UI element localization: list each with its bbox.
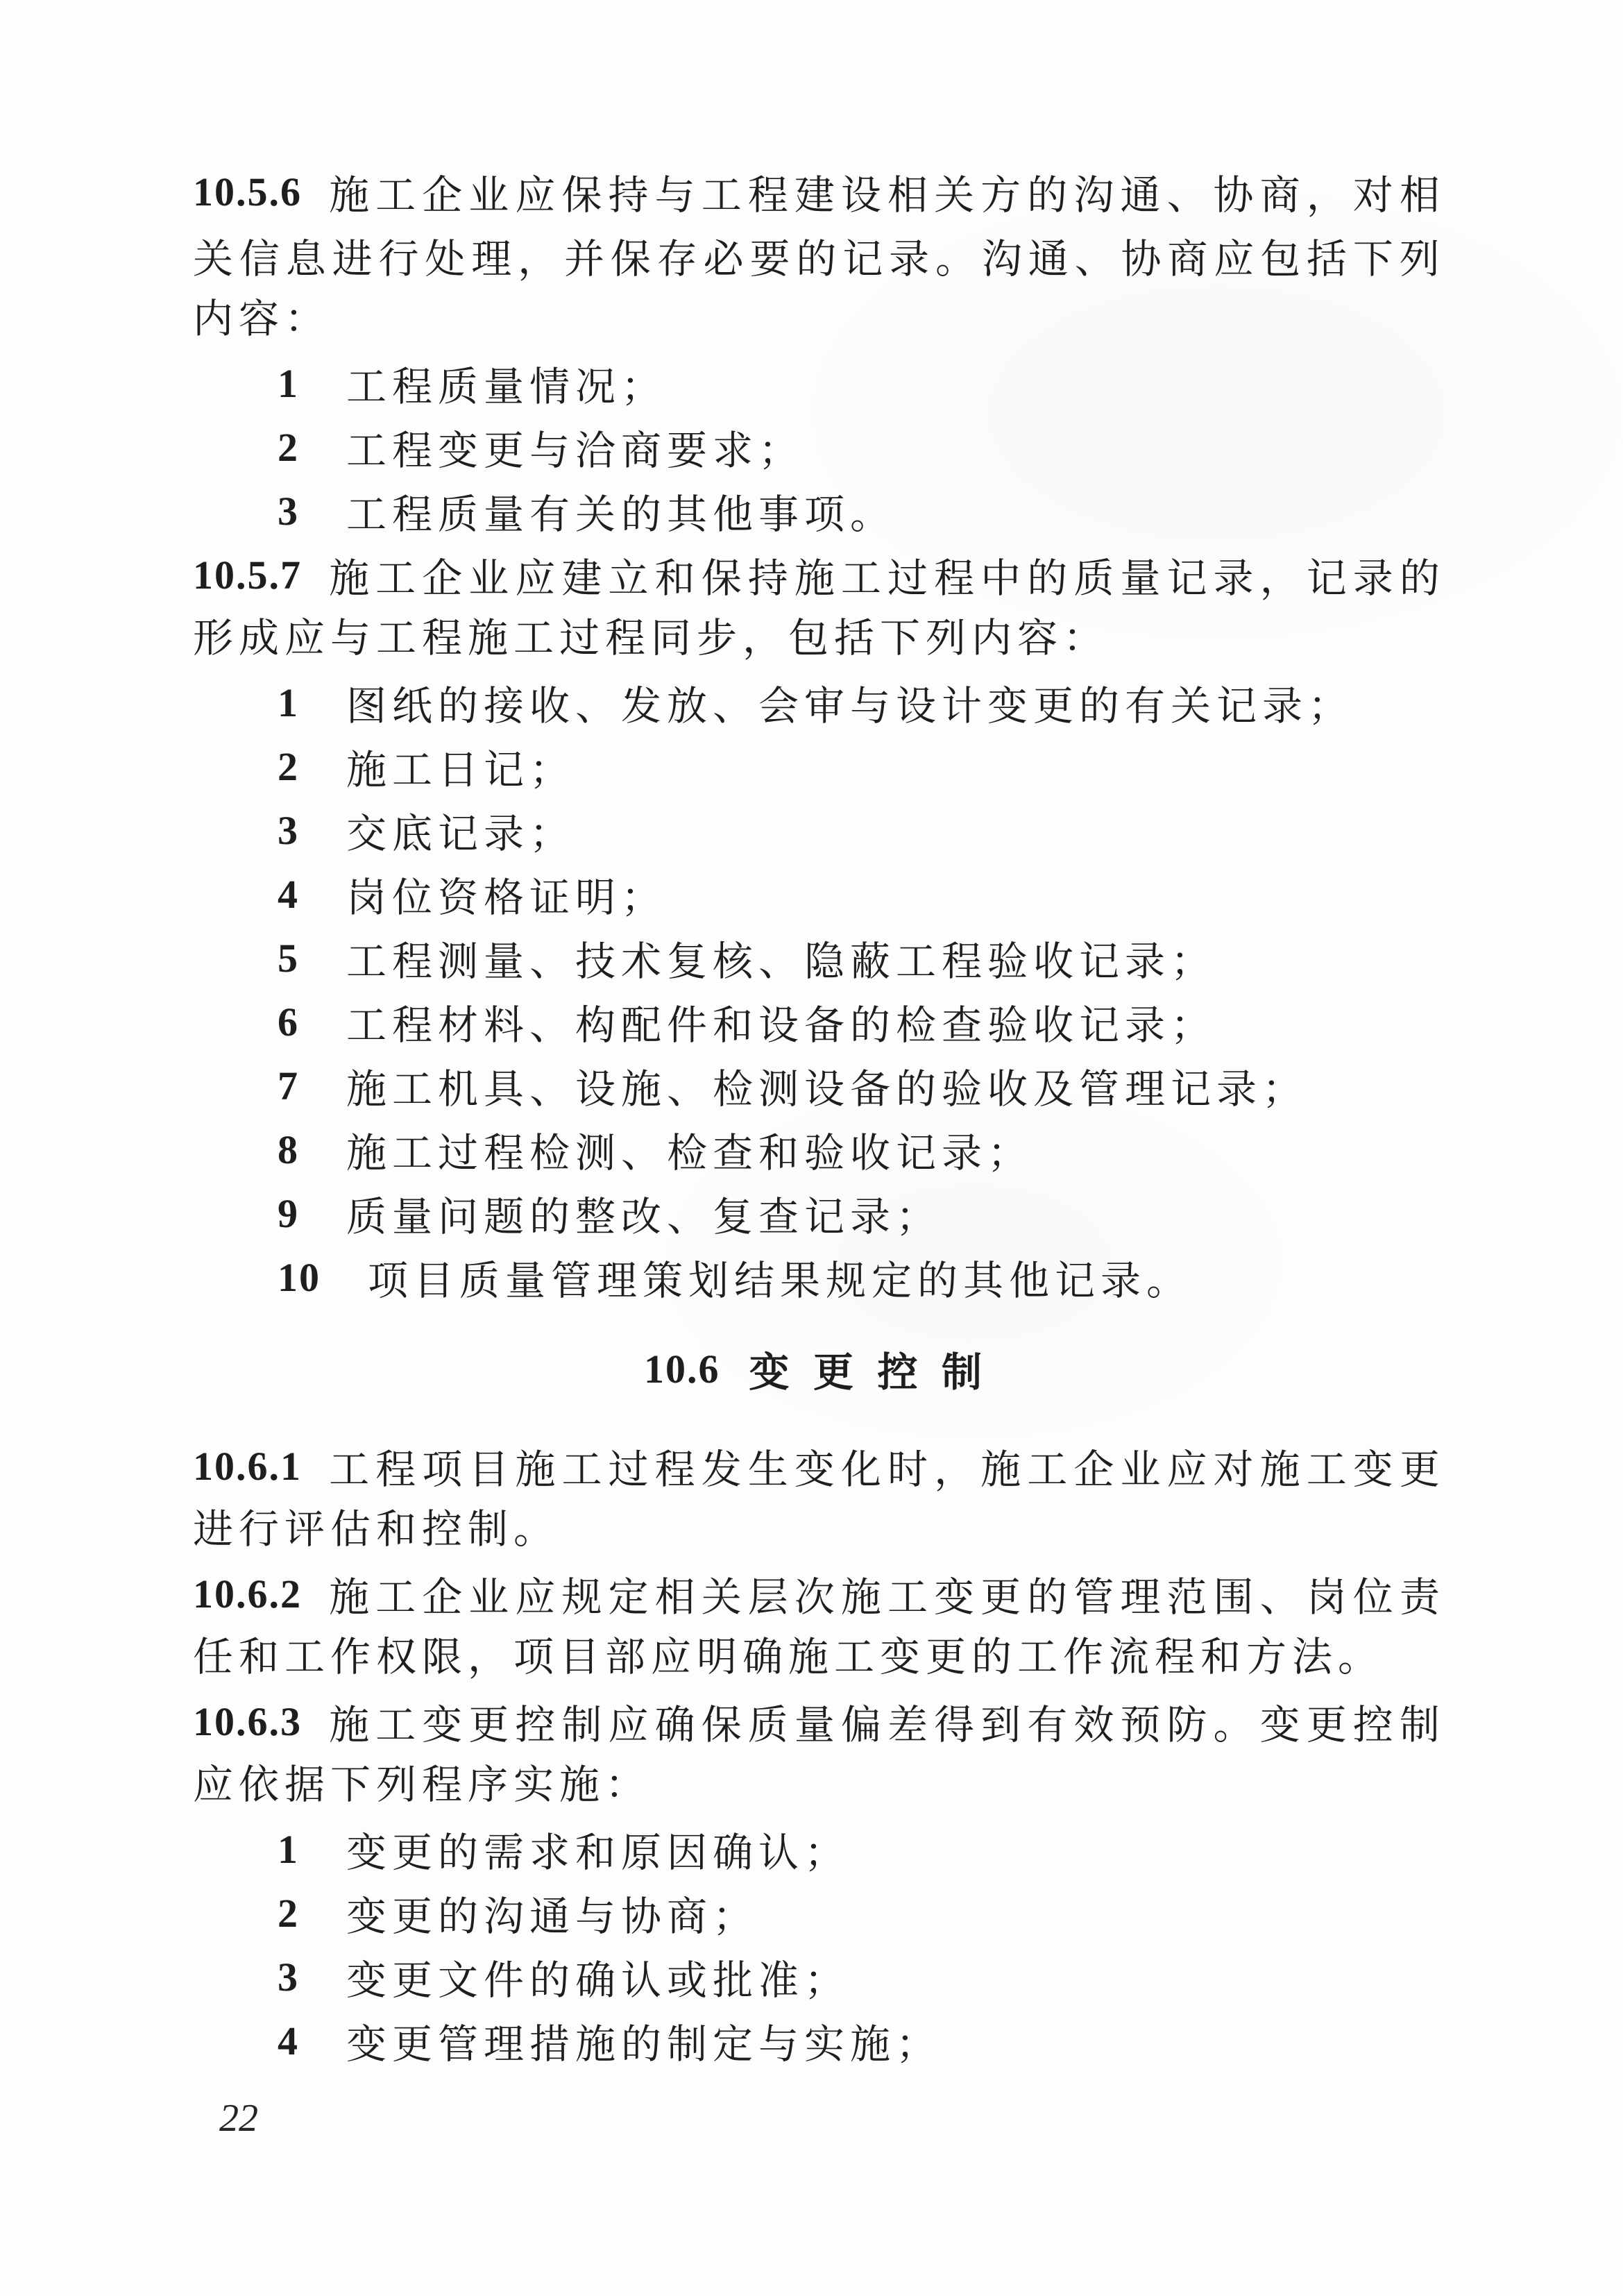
list-item	[278, 415, 1440, 479]
char: 施	[329, 556, 370, 601]
char: 质	[747, 1703, 788, 1748]
char: 次	[794, 1575, 835, 1620]
char: 工	[375, 1703, 416, 1748]
char: 项	[422, 1447, 463, 1492]
char: 施	[980, 1447, 1021, 1492]
list-item	[278, 479, 1440, 543]
list-item	[278, 926, 1440, 990]
item-text: 施工机具、设施、检测设备的验收及管理记录；	[346, 1067, 1309, 1112]
char: 录	[1352, 556, 1393, 601]
char: 效	[1073, 1703, 1114, 1748]
char: 通	[1120, 173, 1161, 218]
char: 下	[1352, 237, 1393, 282]
char: 相	[1399, 173, 1440, 218]
item-number: 10	[278, 1254, 321, 1300]
char: 工	[1027, 1447, 1068, 1492]
char: 责	[1399, 1575, 1440, 1620]
list-item	[278, 1881, 1440, 1945]
item-number: 1	[278, 360, 299, 406]
item-text: 工程测量、技术复核、隐蔽工程验收记录；	[346, 939, 1217, 984]
char: 对	[1213, 1447, 1254, 1492]
clause-number: 10.5.7	[193, 552, 302, 598]
char: 通	[1028, 237, 1069, 282]
char: 记	[1166, 556, 1207, 601]
char: 制	[561, 1703, 602, 1748]
char: 更	[1306, 1703, 1347, 1748]
char: 施	[794, 556, 835, 601]
char: 建	[794, 173, 835, 218]
char: 对	[1352, 173, 1393, 218]
char: 围	[1213, 1575, 1254, 1620]
char: 施	[840, 1575, 881, 1620]
char: 控	[515, 1703, 556, 1748]
char: 的	[1027, 173, 1068, 218]
char: 方	[980, 173, 1021, 218]
char: 变	[1352, 1447, 1393, 1492]
clause-line: 内容：	[193, 296, 331, 341]
char: 应	[515, 1575, 556, 1620]
char: 持	[608, 173, 649, 218]
char: 存	[656, 237, 697, 282]
char: 与	[654, 173, 695, 218]
char: 应	[1166, 1447, 1207, 1492]
char: 岗	[1306, 1575, 1347, 1620]
char: 沟	[1073, 173, 1114, 218]
item-number: 7	[278, 1063, 299, 1108]
char: 变	[794, 1447, 835, 1492]
char: 工	[1306, 1447, 1347, 1492]
char: 变	[934, 1575, 975, 1620]
char: 量	[794, 1703, 835, 1748]
char: 企	[422, 1575, 463, 1620]
char: 必	[703, 237, 744, 282]
char: 。	[1213, 1703, 1254, 1748]
char: 发	[701, 1447, 742, 1492]
item-number: 4	[278, 2018, 299, 2063]
clause-line: 进行评估和控制。	[193, 1507, 560, 1552]
item-text: 变更管理措施的制定与实施；	[346, 2022, 942, 2067]
char: 协	[1121, 237, 1162, 282]
clause-line	[193, 223, 1440, 287]
clause-paragraph	[193, 160, 1440, 351]
item-number: 3	[278, 807, 299, 853]
char: 录	[1213, 556, 1254, 601]
char: 并	[564, 237, 605, 282]
char: 变	[1259, 1703, 1300, 1748]
char: 质	[1073, 556, 1114, 601]
char: 、	[1166, 173, 1207, 218]
char: 程	[934, 556, 975, 601]
char: 得	[934, 1703, 975, 1748]
char: 理	[471, 237, 512, 282]
item-text: 工程质量有关的其他事项。	[346, 492, 897, 537]
clause-line	[193, 1689, 1440, 1753]
clause-number: 10.6.3	[193, 1698, 302, 1744]
item-text: 变更文件的确认或批准；	[346, 1958, 851, 2003]
char: 施	[329, 1703, 370, 1748]
item-text: 变更的需求和原因确认；	[346, 1830, 851, 1875]
char: 保	[610, 237, 651, 282]
char: 过	[608, 1447, 649, 1492]
char: 关	[193, 237, 234, 282]
clause-line: 应依据下列程序实施：	[193, 1762, 652, 1807]
char: 协	[1213, 173, 1254, 218]
char: 处	[425, 237, 466, 282]
list-item	[278, 1945, 1440, 2009]
char: 有	[1027, 1703, 1068, 1748]
char: 时	[887, 1447, 928, 1492]
char: 的	[1027, 1575, 1068, 1620]
clause-line	[193, 160, 1440, 223]
char: 生	[747, 1447, 788, 1492]
char: 更	[468, 1703, 509, 1748]
char: 工	[375, 1575, 416, 1620]
item-number: 1	[278, 1826, 299, 1872]
char: 位	[1352, 1575, 1393, 1620]
char: 更	[980, 1575, 1021, 1620]
char: 业	[468, 1575, 509, 1620]
clause-paragraph	[193, 1689, 1440, 1817]
list-item	[278, 1117, 1440, 1181]
char: 防	[1166, 1703, 1207, 1748]
item-number: 5	[278, 935, 299, 981]
char: 行	[378, 237, 419, 282]
char: 设	[840, 173, 881, 218]
char: 工	[375, 173, 416, 218]
document-content	[193, 160, 1440, 2073]
char: 关	[701, 1575, 742, 1620]
char: 变	[422, 1703, 463, 1748]
char: 业	[468, 173, 509, 218]
item-text: 项目质量管理策划结果规定的其他记录。	[368, 1258, 1193, 1303]
char: 定	[608, 1575, 649, 1620]
char: 。	[935, 237, 976, 282]
char: 包	[1260, 237, 1301, 282]
item-number: 1	[278, 679, 299, 725]
char: ，	[1306, 173, 1347, 218]
char: 预	[1120, 1703, 1161, 1748]
char: 应	[608, 1703, 649, 1748]
char: 量	[1120, 556, 1161, 601]
char: 业	[1120, 1447, 1161, 1492]
heading-number: 10.6	[643, 1346, 720, 1392]
list-item	[278, 798, 1440, 862]
clause-line: 任和工作权限，项目部应明确施工变更的工作流程和方法。	[193, 1635, 1384, 1680]
char: 控	[1352, 1703, 1393, 1748]
char: 施	[1259, 1447, 1300, 1492]
char: 中	[980, 556, 1021, 601]
char: 应	[515, 556, 556, 601]
page-number: 22	[219, 2097, 258, 2140]
section-heading	[193, 1337, 1440, 1401]
char: 的	[1027, 556, 1068, 601]
char: 到	[980, 1703, 1021, 1748]
char: 规	[561, 1575, 602, 1620]
char: ，	[1259, 556, 1300, 601]
char: 理	[1120, 1575, 1161, 1620]
char: 要	[749, 237, 790, 282]
char: 的	[796, 237, 837, 282]
char: ，	[518, 237, 559, 282]
char: 持	[747, 556, 788, 601]
char: 录	[889, 237, 930, 282]
char: 商	[1259, 173, 1300, 218]
char: 的	[1399, 556, 1440, 601]
char: 过	[887, 556, 928, 601]
char: 立	[608, 556, 649, 601]
char: 范	[1166, 1575, 1207, 1620]
char: 程	[654, 1447, 695, 1492]
char: 保	[701, 556, 742, 601]
char: 偏	[840, 1703, 881, 1748]
char: 业	[468, 556, 509, 601]
char: 制	[1399, 1703, 1440, 1748]
list-item	[278, 1245, 1440, 1309]
list-item	[278, 2009, 1440, 2073]
char: 化	[840, 1447, 881, 1492]
item-text: 图纸的接收、发放、会审与设计变更的有关记录；	[346, 684, 1354, 729]
list-item	[278, 1054, 1440, 1117]
char: 施	[329, 173, 370, 218]
char: 括	[1307, 237, 1348, 282]
item-text: 施工过程检测、检查和验收记录；	[346, 1131, 1034, 1176]
clause-line	[193, 543, 1440, 607]
char: 更	[1399, 1447, 1440, 1492]
clause-number: 10.6.1	[193, 1443, 302, 1489]
clause-paragraph	[193, 1562, 1440, 1689]
clause-number: 10.6.2	[193, 1571, 302, 1617]
char: 建	[561, 556, 602, 601]
char: 工	[701, 173, 742, 218]
char: 确	[654, 1703, 695, 1748]
item-text: 岗位资格证明；	[346, 875, 668, 920]
char: 和	[654, 556, 695, 601]
char: 保	[561, 173, 602, 218]
item-number: 2	[278, 1890, 299, 1936]
char: 层	[747, 1575, 788, 1620]
char: 工	[329, 1447, 370, 1492]
char: 企	[1073, 1447, 1114, 1492]
list-item	[278, 1181, 1440, 1245]
char: 企	[422, 556, 463, 601]
clause-line	[193, 1562, 1440, 1626]
char: 、	[1074, 237, 1115, 282]
item-text: 质量问题的整改、复查记录；	[346, 1195, 942, 1240]
char: 、	[1259, 1575, 1300, 1620]
clause-line: 形成应与工程施工过程同步，包括下列内容：	[193, 616, 1110, 661]
item-text: 变更的沟通与协商；	[346, 1894, 759, 1939]
char: 关	[934, 173, 975, 218]
char: 程	[747, 173, 788, 218]
heading-title: 变 更 控 制	[749, 1350, 989, 1395]
item-number: 2	[278, 424, 299, 470]
char: ，	[934, 1447, 975, 1492]
item-number: 2	[278, 743, 299, 789]
item-text: 工程变更与洽商要求；	[346, 428, 805, 473]
list-item	[278, 990, 1440, 1054]
char: 施	[515, 1447, 556, 1492]
list-item	[278, 1817, 1440, 1881]
clause-paragraph	[193, 543, 1440, 670]
item-number: 8	[278, 1126, 299, 1172]
char: 保	[701, 1703, 742, 1748]
clause-number: 10.5.6	[193, 169, 302, 214]
char: 工	[887, 1575, 928, 1620]
char: 进	[332, 237, 373, 282]
char: 息	[285, 237, 326, 282]
item-number: 6	[278, 999, 299, 1045]
list-item	[278, 734, 1440, 798]
char: 目	[468, 1447, 509, 1492]
list-item	[278, 862, 1440, 926]
char: 企	[422, 173, 463, 218]
char: 记	[842, 237, 883, 282]
item-number: 3	[278, 488, 299, 534]
char: 沟	[981, 237, 1022, 282]
item-number: 3	[278, 1954, 299, 2000]
item-text: 工程材料、构配件和设备的检查验收记录；	[346, 1003, 1217, 1048]
char: 应	[1214, 237, 1255, 282]
char: 管	[1073, 1575, 1114, 1620]
char: 工	[840, 556, 881, 601]
list-item	[278, 670, 1440, 734]
char: 商	[1167, 237, 1208, 282]
char: 相	[887, 173, 928, 218]
char: 施	[329, 1575, 370, 1620]
char: 列	[1399, 237, 1440, 282]
item-text: 工程质量情况；	[346, 364, 668, 410]
item-number: 9	[278, 1190, 299, 1236]
char: 差	[887, 1703, 928, 1748]
char: 应	[515, 173, 556, 218]
char: 工	[375, 556, 416, 601]
item-text: 交底记录；	[346, 811, 576, 856]
char: 工	[561, 1447, 602, 1492]
clause-paragraph	[193, 1434, 1440, 1562]
item-number: 4	[278, 871, 299, 917]
char: 相	[654, 1575, 695, 1620]
char: 信	[239, 237, 280, 282]
list-item	[278, 351, 1440, 415]
char: 程	[375, 1447, 416, 1492]
item-text: 施工日记；	[346, 748, 576, 793]
clause-line	[193, 1434, 1440, 1498]
char: 记	[1306, 556, 1347, 601]
